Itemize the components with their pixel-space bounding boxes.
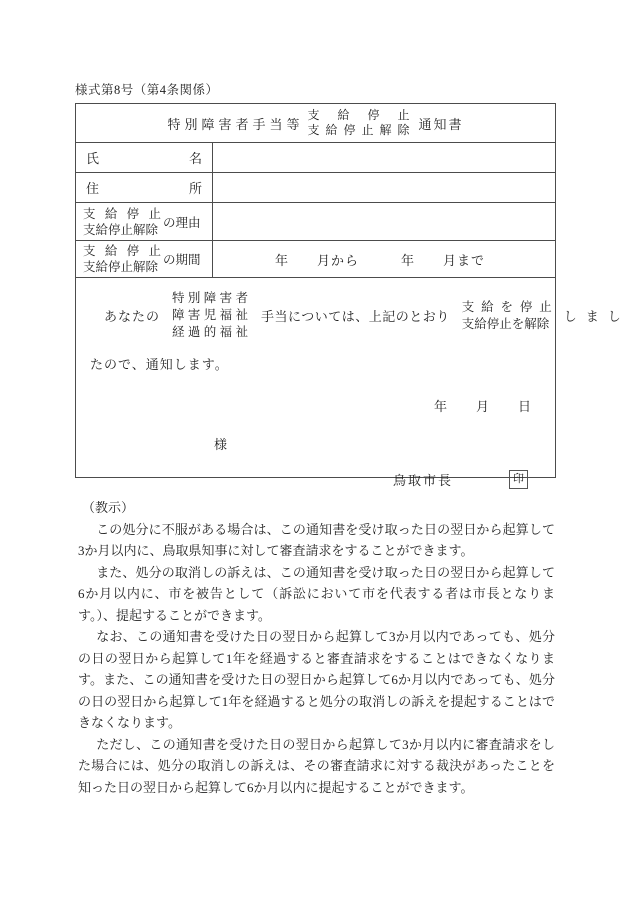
reason-label (76, 203, 213, 240)
title-row (76, 104, 555, 142)
period-to-blank: 年 月まで (401, 252, 486, 268)
reason-stack-bottom: 支給停止解除 (83, 222, 159, 237)
sentence-continuation: たので、通知します。 (90, 357, 229, 372)
period-label-stack (83, 243, 161, 275)
title-notice-word: 通知書 (418, 116, 464, 132)
address-label (76, 173, 213, 202)
action-suspend: 支給を停止 (461, 299, 552, 314)
sentence-tail: しまし (563, 309, 630, 324)
form-number: 様式第8号（第4条関係） (75, 83, 219, 97)
issue-date-blank: 年 月 日 (433, 399, 532, 414)
instructions-paragraph-3: なお、この通知書を受けた日の翌日から起算して3か月以内であっても、処分の日の翌日から起算して1年を経過すると審査請求をすることはできなくなります。また、この通知書を受けた日の翌日から起算して6か月以内であっても、処分の日の翌日から起算して1年を経過すると処分の取消しの訴えを提起することはできなくなります。 (78, 629, 555, 730)
period-value-field (213, 241, 555, 277)
name-label (76, 143, 213, 172)
allowance-type-2: 障害児福祉 (172, 308, 249, 322)
action-stack (462, 299, 552, 333)
instructions-section (78, 497, 555, 798)
period-stack-bottom: 支給停止解除 (83, 260, 159, 274)
reason-stack-top: 支給停止 (83, 206, 161, 221)
reason-label-suffix: の理由 (163, 215, 201, 230)
title-allowance-name: 特別障害者手当等 (167, 116, 304, 132)
sentence-lead: あなたの (104, 309, 161, 324)
reason-label-stack (83, 206, 161, 238)
reason-row (76, 202, 555, 240)
title-suspend-release-stack (308, 108, 410, 138)
notice-form-table (75, 103, 630, 488)
period-row (76, 240, 555, 277)
period-stack-top: 支給停止 (83, 244, 161, 258)
seal-mark: 印 (509, 470, 528, 489)
title-stack-bottom: 支給停止解除 (307, 123, 410, 137)
name-label-first: 氏 (86, 151, 100, 166)
allowance-type-1: 特別障害者 (172, 291, 249, 305)
address-value-field (213, 173, 555, 202)
notice-sentence (104, 290, 630, 341)
issuer-line (90, 470, 541, 489)
address-label-second: 所 (188, 181, 202, 196)
notice-body (76, 277, 630, 488)
title-stack-top: 支給停止 (307, 108, 410, 122)
allowance-type-stack (172, 290, 248, 341)
issuer-title: 鳥取市長 (392, 473, 453, 488)
period-from-blank: 年 月から (275, 252, 360, 268)
sentence-middle: 手当については、上記のとおり (261, 309, 450, 324)
instructions-paragraph-1: この処分に不服がある場合は、この通知書を受け取った日の翌日から起算して3か月以内に、鳥取県知事に対して審査請求をすることができます。 (78, 521, 555, 558)
address-label-first: 住 (86, 181, 100, 196)
address-row (76, 172, 555, 202)
instructions-paragraph-2: また、処分の取消しの訴えは、この通知書を受け取った日の翌日から起算して6か月以内に、市を被告として（訴訟において市を代表する者は市長となります。）、提起することができます。 (78, 564, 555, 623)
name-label-second: 名 (188, 151, 202, 166)
action-release: 支給停止を解除 (461, 316, 550, 331)
period-label (76, 241, 213, 277)
allowance-type-3: 経過的福祉 (172, 325, 249, 339)
instructions-paragraph-4: ただし、この通知書を受けた日の翌日から起算して3か月以内に審査請求をした場合には、処分の取消しの訴えは、その審査請求に対する裁決があったことを知った日の翌日から起算して6か月以内に提起することができます。 (78, 736, 555, 795)
name-value-field (213, 143, 555, 172)
addressee-suffix: 様 (214, 437, 228, 452)
instructions-heading: （教示） (82, 500, 135, 515)
period-label-suffix: の期間 (163, 253, 201, 267)
reason-value-field (213, 203, 555, 240)
name-row (76, 142, 555, 172)
